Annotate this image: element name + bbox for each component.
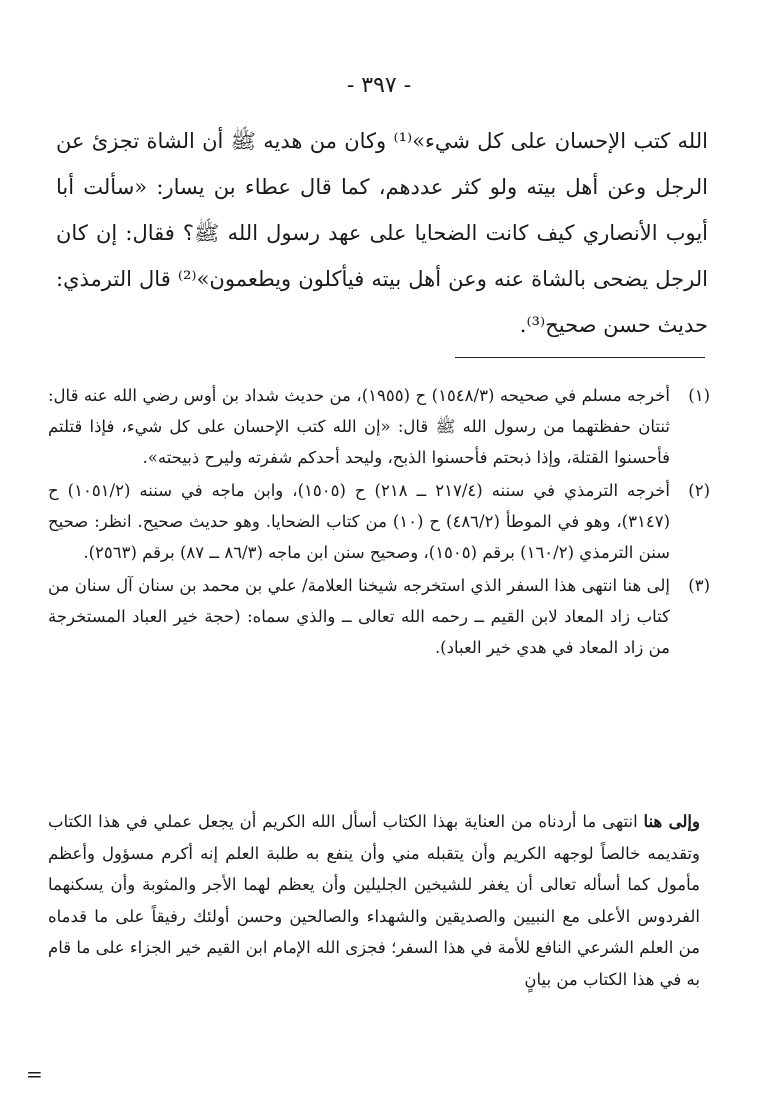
footnote-item [48, 570, 710, 663]
closing-paragraph [48, 806, 700, 995]
footnote-item [48, 380, 710, 473]
footnote-number: (٢) [688, 481, 710, 500]
closing-lead: وإلى هنا [643, 812, 700, 831]
footnote-text: أخرجه الترمذي في سننه (٢١٧/٤ ــ ٢١٨) ح (١٥٠٥)، وابن ماجه في سننه (١٠٥١/٢) ح (٣١٤٧)، وهو في الموطأ (٤٨٦/٢) ح (١٠) من كتاب الضحايا. وهو حديث صحيح. انظر: صحيح سنن الترمذي (١٦٠/٢) برقم (١٥٠٥)، وصحيح سنن ابن ماجه (٨٦/٣ ــ ٨٧) برقم (٢٥٦٣). [48, 481, 671, 562]
footnotes-list [48, 380, 710, 665]
footnote-number: (٣) [688, 576, 710, 595]
closing-text: انتهى ما أردناه من العناية بهذا الكتاب أسأل الله الكريم أن يجعل عملي في هذا الكتاب وتقديمه خالصاً لوجهه الكريم وأن يتقبله مني وأن ينفع به طلبة العلم إنه أكرم مسؤول وأعظم مأمول كما أسأله تعالى أن يغفر للشيخين الجليلين وأن يعظم لهما الأجر والمثوبة وأن يسكنهما الفردوس الأعلى مع النبيين والصديقين والشهداء والصالحين وحسن أولئك رفيقاً على ما قدماه من العلم الشرعي النافع للأمة في هذا السفر؛ فجزى الله الإمام ابن القيم خير الجزاء على ما قام به في هذا الكتاب من بيانٍ [48, 812, 700, 989]
footnote-text: أخرجه مسلم في صحيحه (١٥٤٨/٣) ح (١٩٥٥)، من حديث شداد بن أوس رضي الله عنه قال: ثنتان حفظتهما من رسول الله ﷺ قال: «إن الله كتب الإحسان على كل شيء، فإذا قتلتم فأحسنوا القتلة، وإذا ذبحتم فأحسنوا الذبح، وليحد أحدكم شفرته وليرح ذبيحته». [48, 386, 670, 467]
footnote-number: (١) [688, 386, 710, 405]
page-number: - ٣٩٧ - [346, 73, 412, 98]
continuation-mark: = [26, 1062, 43, 1086]
footnote-separator [455, 357, 705, 358]
footnote-item [48, 475, 710, 568]
footnote-text: إلى هنا انتهى هذا السفر الذي استخرجه شيخنا العلامة/ علي بن محمد بن سنان آل سنان من كتاب زاد المعاد لابن القيم ــ رحمه الله تعالى ــ والذي سماه: (حجة خير العباد المستخرجة من زاد المعاد في هدي خير العباد). [48, 576, 670, 657]
main-text-paragraph: الله كتب الإحسان على كل شيء»⁽¹⁾ وكان من هديه ﷺ أن الشاة تجزئ عن الرجل وعن أهل بيته ولو كثر عددهم، كما قال عطاء بن يسار: «سألت أبا أيوب الأنصاري كيف كانت الضحايا على عهد رسول الله ﷺ؟ فقال: إن كان الرجل يضحى بالشاة عنه وعن أهل بيته فيأكلون ويطعمون»⁽²⁾ قال الترمذي: حديث حسن صحيح⁽³⁾. [56, 129, 708, 337]
